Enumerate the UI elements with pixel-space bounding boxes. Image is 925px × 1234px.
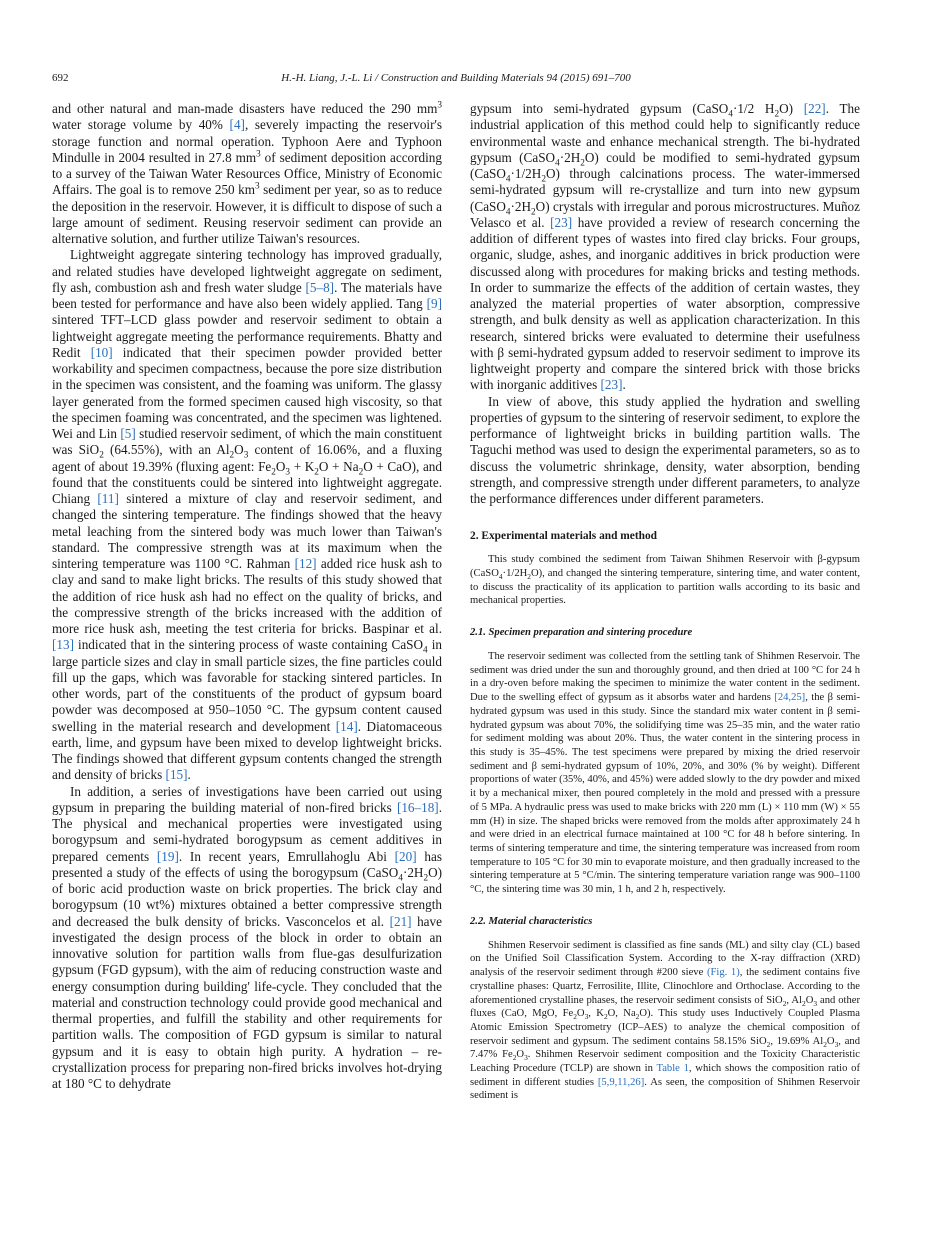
citation-link[interactable]: [9] xyxy=(426,296,442,311)
section-heading: 2. Experimental materials and method xyxy=(470,530,657,543)
right-column xyxy=(470,101,860,1103)
citation-link[interactable]: [23] xyxy=(550,214,573,230)
citation-link[interactable]: [16–18] xyxy=(396,799,439,815)
page-header xyxy=(52,72,860,88)
citation-link[interactable]: [5,9,11,26] xyxy=(597,1076,645,1088)
paragraph: In addition, a series of investigations have been carried out using gypsum in preparing the building material of non-fired bricks [16–18]. The physical and mechanical properties were investigated using borogypsum and semi-hydrated borogypsum as cement additives in prepared cements [19]. In recent years, Emrullahoglu Abi [20] has presented a study of the effects of using the borogypsum $(CaSO_4\cdot 2H_2O)$ of boric acid production waste on brick properties. The brick clay and borogypsum (10 wt%) mixtures obtained a better compressive strength and decreased the bulk density of bricks. Vasconcelos et al. [21] have investigated the design process of the block in order to obtain an innovative solution for partition walls from flue-gas desulfurization gypsum (FGD gypsum), with the aim of reducing construction waste and energy consumption during building' life-cycle. They concluded that the material and construction technology could provide good mechanical and thermal properties, and fulfill the stability and other requirements for partition walls. The composition of FGD gypsum is similar to natural gypsum and it is easy to obtain high purity. A hydration – re-crystallization process for preparing non-fired bricks involves hot-drying at 180 °C to dehydrate xyxy=(52,783,442,1091)
citation-link[interactable]: [15] xyxy=(165,767,188,783)
citation-link[interactable]: [22] xyxy=(803,101,826,116)
paragraph: and other natural and man-made disasters have reduced the 290 $mm^3$ water storage volume by 40% [4], severely impacting the reservoir's storage function and normal operation. Typhoon Aere and Typhoon Mindulle in 2004 resulted in 27.8 $mm^3$ of sediment deposition according to a survey of the Taiwan Water Resources Office, Ministry of Economic Affairs. The goal is to remove 250 $km^3$ sediment per year, so as to reduce the deposition in the reservoir. However, it is difficult to dispose of such a large amount of sediment. Reusing reservoir sediment can provide an alternative solution, and further utilize Taiwan's resources. xyxy=(52,99,443,246)
paragraph: Lightweight aggregate sintering technology has improved gradually, and related studies have developed lightweight aggregate on sediment, fly ash, combustion ash and fresh water sludge [5–8]. The materials have been tested for performance and have also been widely applied. Tang [9] sintered TFT–LCD glass powder and reservoir sediment to obtain a lightweight aggregate meeting the performance requirements. Bhatty and Redit [10] indicated that their specimen powder provided better workability and specimen compactness, because the pore size distribution in the specimen was consistent, and the foaming was uniform. The glassy layer generated from the formed specimen caused high viscosity, so that the specimen foaming was concentrated, and the specimen was lightened. Wei and Lin [5] studied reservoir sediment, of which the main constituent was SiO$_2$ (64.55%), with an $Al_2O_3$ content of 16.06%, and a fluxing agent of about 19.39% (fluxing agent: $Fe_2O_3 + K_2O + Na_2O + CaO$), and found that the constituents could be sintered into lightweight aggregate. Chiang [11] sintered a mixture of clay and reservoir sediment, and changed the sintering temperature. The findings showed that the heavy metal leaching from the sintered body was much lower than Taiwan's standard. The compressive strength was at its maximum when the sintering temperature was 1100 °C. Rahman [12] added rice husk ash to clay and sand to make light bricks. The results of this study showed that the addition of rice husk ash had no effect on the quality of bricks, and the compressive strength of the bricks increased with the addition of more rice husk ash, meeting the test criteria for bricks. Baspinar et al. [13] indicated that in the sintering process of waste containing CaSO$_4$ in large particle sizes and clay in small particle sizes, the fine particles could fill up the gaps, which was favorable for stacking sintered particles. In other words, part of the constituents of the product of gypsum board powder was decomposed at 950–1050 °C. The gypsum content caused swelling in the material research and development [14]. Diatomaceous earth, lime, and gypsum have been mixed to develop lightweight bricks. The findings showed that different gypsum contents changed the strength and density of bricks [15]. xyxy=(52,247,443,783)
page-number: 692 xyxy=(52,72,69,84)
citation-link[interactable]: [5] xyxy=(120,426,136,441)
subsection-heading: 2.1. Specimen preparation and sintering procedure xyxy=(470,627,693,639)
citation-link[interactable]: [13] xyxy=(52,637,74,653)
paragraph: In view of above, this study applied the hydration and swelling properties of gypsum to the sintering of reservoir sediment, to explore the performance of lightweight bricks in building partition walls. The Taguchi method was used to design the experimental parameters, so as to discuss the volumetric shrinkage, density, water absorption, bending strength, and compressive strength under different parameters, to analyze the performance differences under different parameters. xyxy=(470,393,860,506)
left-column xyxy=(52,101,442,1092)
citation-link[interactable]: [4] xyxy=(229,117,245,133)
citation-link[interactable]: [21] xyxy=(389,913,412,929)
citation-link[interactable]: [10] xyxy=(90,344,113,360)
citation-link[interactable]: [23] xyxy=(600,377,623,393)
paragraph: gypsum into semi-hydrated gypsum (CaSO$_4$·1/2 $H_2O$) [22]. The industrial application of this method could help to significantly reduce environmental waste and enhance mechanical strength. The bi-hydrated gypsum $(CaSO_4\cdot 2H_2O)$ could be modified to semi-hydrated gypsum $(CaSO_4\cdot 1/2H_2O)$ through calcinations process. The water-immersed semi-hydrated gypsum will re-crystallize and turn into new gypsum $(CaSO_4\cdot 2H_2O)$ crystals with irregular and porous microstructures. Muñoz Velasco et al. [23] have provided a review of research concerning the addition of different types of wastes into fired clay bricks. Four groups, organic, sludge, ashes, and inorganic additives in brick production were discussed along with procedures for making bricks and testing methods. In order to summarize the effects of the addition of certain wastes, they analyzed the material properties of water absorption, compressive strength, and bulk density as well as application characterization. In this research, sintered bricks were evaluated to determine their usefulness with β semi-hydrated gypsum added to reservoir sediment to improve its lightweight property and compare the sintered brick with those bricks with inorganic additives [23]. xyxy=(470,101,861,393)
citation-link[interactable]: [12] xyxy=(294,556,317,571)
citation-link[interactable]: [19] xyxy=(156,848,179,864)
paragraph: This study combined the sediment from Taiwan Shihmen Reservoir with β-gypsum $(CaSO_4\cdot 1/2H_2O)$, and changed the sintering temperature, sintering time, and water content, to discuss the practicality of its application to partition walls according to its basic and mechanical properties. xyxy=(470,554,860,607)
paragraph: Shihmen Reservoir sediment is classified as fine sands (ML) and silty clay (CL) based on the Unified Soil Classification System. According to the X-ray diffraction (XRD) analysis of the reservoir sediment through #200 sieve (Fig. 1), the sediment contains five crystalline phases: Quartz, Ferrosilite, Illite, Clinochlore and Orthoclase. According to the aforementioned crystalline phases, the reservoir sediment consists of SiO$_2$, $Al_2O_3$ and other fluxes (CaO, MgO, $Fe_2O_3$, $K_2O$, $Na_2O$). This study uses Inductively Coupled Plasma Atomic Emission Spectrometry (ICP–AES) to analyze the chemical composition of reservoir sediment and gypsum. The sediment contains 58.15% SiO$_2$, 19.69% $Al_2O_3$, and 7.47% $Fe_2O_3$. Shihmen Reservoir sediment composition and the Toxicity Characteristic Leaching Procedure (TCLP) are shown in Table 1, which shows the composition ratio of sediment in different studies [5,9,11,26]. As seen, the composition of Shihmen Reservoir sediment is xyxy=(470,939,861,1102)
running-title: H.-H. Liang, J.-L. Li / Construction and Building Materials 94 (2015) 691–700 xyxy=(281,72,631,84)
table-link[interactable]: Table 1 xyxy=(656,1063,689,1075)
subsection-heading: 2.2. Material characteristics xyxy=(470,915,593,927)
paragraph: The reservoir sediment was collected from the settling tank of Shihmen Reservoir. The sediment was dried under the sun and thoroughly ground, and then dried at 100 °C for 24 h in a dry-oven before making the specimen to minimize the water content in the sediment. Due to the swelling effect of gypsum as it absorbs water and hardens [24,25], the β semi-hydrated gypsum was used in this study. Since the standard mix water content in β semi-hydrated gypsum was about 70%, the solidifying time was 25–35 min, and the water ratio for sediment molding was about 20%. Thus, the water content in the sintering process in this study is 35–45%. The test specimens were prepared by mixing the dried reservoir sediment and β semi-hydrated gypsum of 10%, 20%, and 30% (% by weight). Different proportions of water (35%, 40%, and 45%) were added slowly to the dry powder and mixed it by a mechanical mixer, then poured completely in the mold and pressed with a pressure of 5 MPa. A hydraulic press was used to make bricks with 220 mm (L) × 110 mm (W) × 55 mm (H) in size. The shaped bricks were removed from the molds after approximately 24 h and were dried in an electrical furnace maintained at 100 °C for 48 h before sintering. In terms of sintering temperature and time, the sintering temperature was increased from room temperature to 105 °C for 30 min to evaporate moisture, and then gradually increased to the sintering temperature at 5 °C/min. The sintering temperature variation range was 900–1100 °C, the sintering time was 30 min, 1 h, and 2 h, respectively. xyxy=(470,651,860,896)
citation-link[interactable]: [24,25] xyxy=(774,692,806,704)
citation-link[interactable]: [14] xyxy=(335,718,358,734)
citation-link[interactable]: [11] xyxy=(97,491,119,506)
citation-link[interactable]: [5–8] xyxy=(305,279,335,295)
figure-link[interactable]: (Fig. 1) xyxy=(706,967,740,979)
citation-link[interactable]: [20] xyxy=(394,848,417,864)
